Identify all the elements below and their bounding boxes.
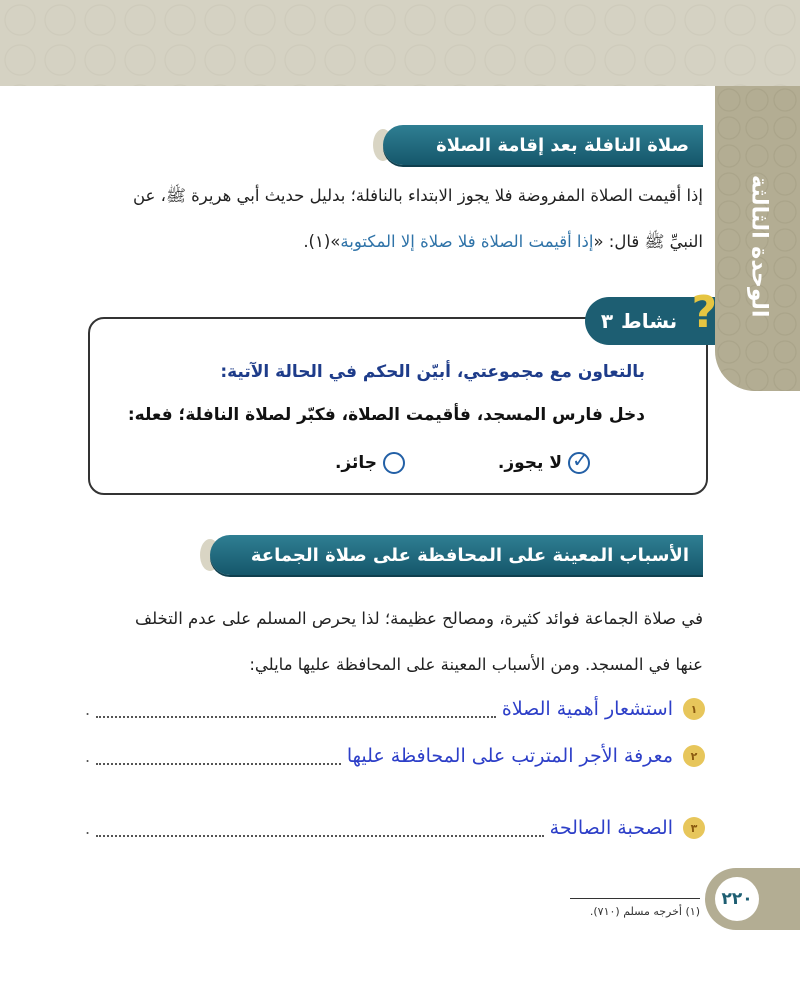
activity-label: نشاط (621, 309, 678, 333)
line2-prefix: النبيِّ ﷺ قال: « (593, 232, 703, 251)
checked-circle-icon[interactable]: ✓ (568, 452, 590, 474)
option-not-allowed[interactable] (497, 448, 590, 474)
option1-label: لا يجوز. (497, 453, 562, 473)
page-number-tab (705, 868, 800, 930)
section2-title: الأسباب المعينة على المحافظة على صلاة الجماعة (210, 535, 703, 575)
footnote: (١) أخرجه مسلم (٧١٠). (589, 905, 700, 918)
dotted-line (96, 819, 544, 837)
dotted-line (96, 747, 341, 765)
number-badge-icon: ١ (683, 698, 705, 720)
dotted-line (96, 700, 496, 718)
answer-text[interactable]: معرفة الأجر المترتب على المحافظة عليها (346, 745, 673, 767)
option-allowed[interactable] (335, 452, 405, 474)
top-decorative-band (0, 0, 800, 86)
number-badge-icon: ٢ (683, 745, 705, 767)
list-item: ٣ الصحبة الصالحة . (85, 812, 705, 844)
section2-line2: عنها في المسجد. ومن الأسباب المعينة على المحافظة عليها مايلي: (249, 655, 703, 674)
unit-tab-label: الوحدة الثالثة (746, 174, 772, 318)
activity-case: دخل فارس المسجد، فأقيمت الصلاة، فكبّر لصلاة النافلة؛ فعله: (127, 405, 645, 425)
answer-text[interactable]: الصحبة الصالحة (549, 817, 673, 839)
empty-circle-icon[interactable] (383, 452, 405, 474)
footnote-rule (570, 898, 700, 899)
section1-line1: إذا أقيمت الصلاة المفروضة فلا يجوز الابتداء بالنافلة؛ بدليل حديث أبي هريرة ﷺ، عن (132, 186, 703, 205)
section1-title: صلاة النافلة بعد إقامة الصلاة (383, 125, 703, 165)
activity-instruction: بالتعاون مع مجموعتي، أبيّن الحكم في الحالة الآتية: (220, 362, 645, 382)
list-item: ١ استشعار أهمية الصلاة . (85, 693, 705, 725)
answer-text[interactable]: استشعار أهمية الصلاة (501, 698, 673, 720)
section2-line1: في صلاة الجماعة فوائد كثيرة، ومصالح عظيمة؛ لذا يحرص المسلم على عدم التخلف (135, 609, 703, 628)
unit-side-tab (715, 86, 800, 391)
activity-tag (585, 287, 717, 345)
hadith-text: إذا أقيمت الصلاة فلا صلاة إلا المكتوبة (340, 232, 594, 251)
list-item: ٢ معرفة الأجر المترتب على المحافظة عليها . (85, 740, 705, 772)
section1-line2 (303, 232, 703, 256)
activity-number: ٣ (600, 309, 614, 333)
option2-label: جائز. (334, 453, 377, 473)
line2-suffix: »(١). (303, 232, 341, 251)
question-mark-icon: ? (691, 287, 717, 338)
number-badge-icon: ٣ (683, 817, 705, 839)
page-number: ٢٢٠ (715, 877, 759, 921)
